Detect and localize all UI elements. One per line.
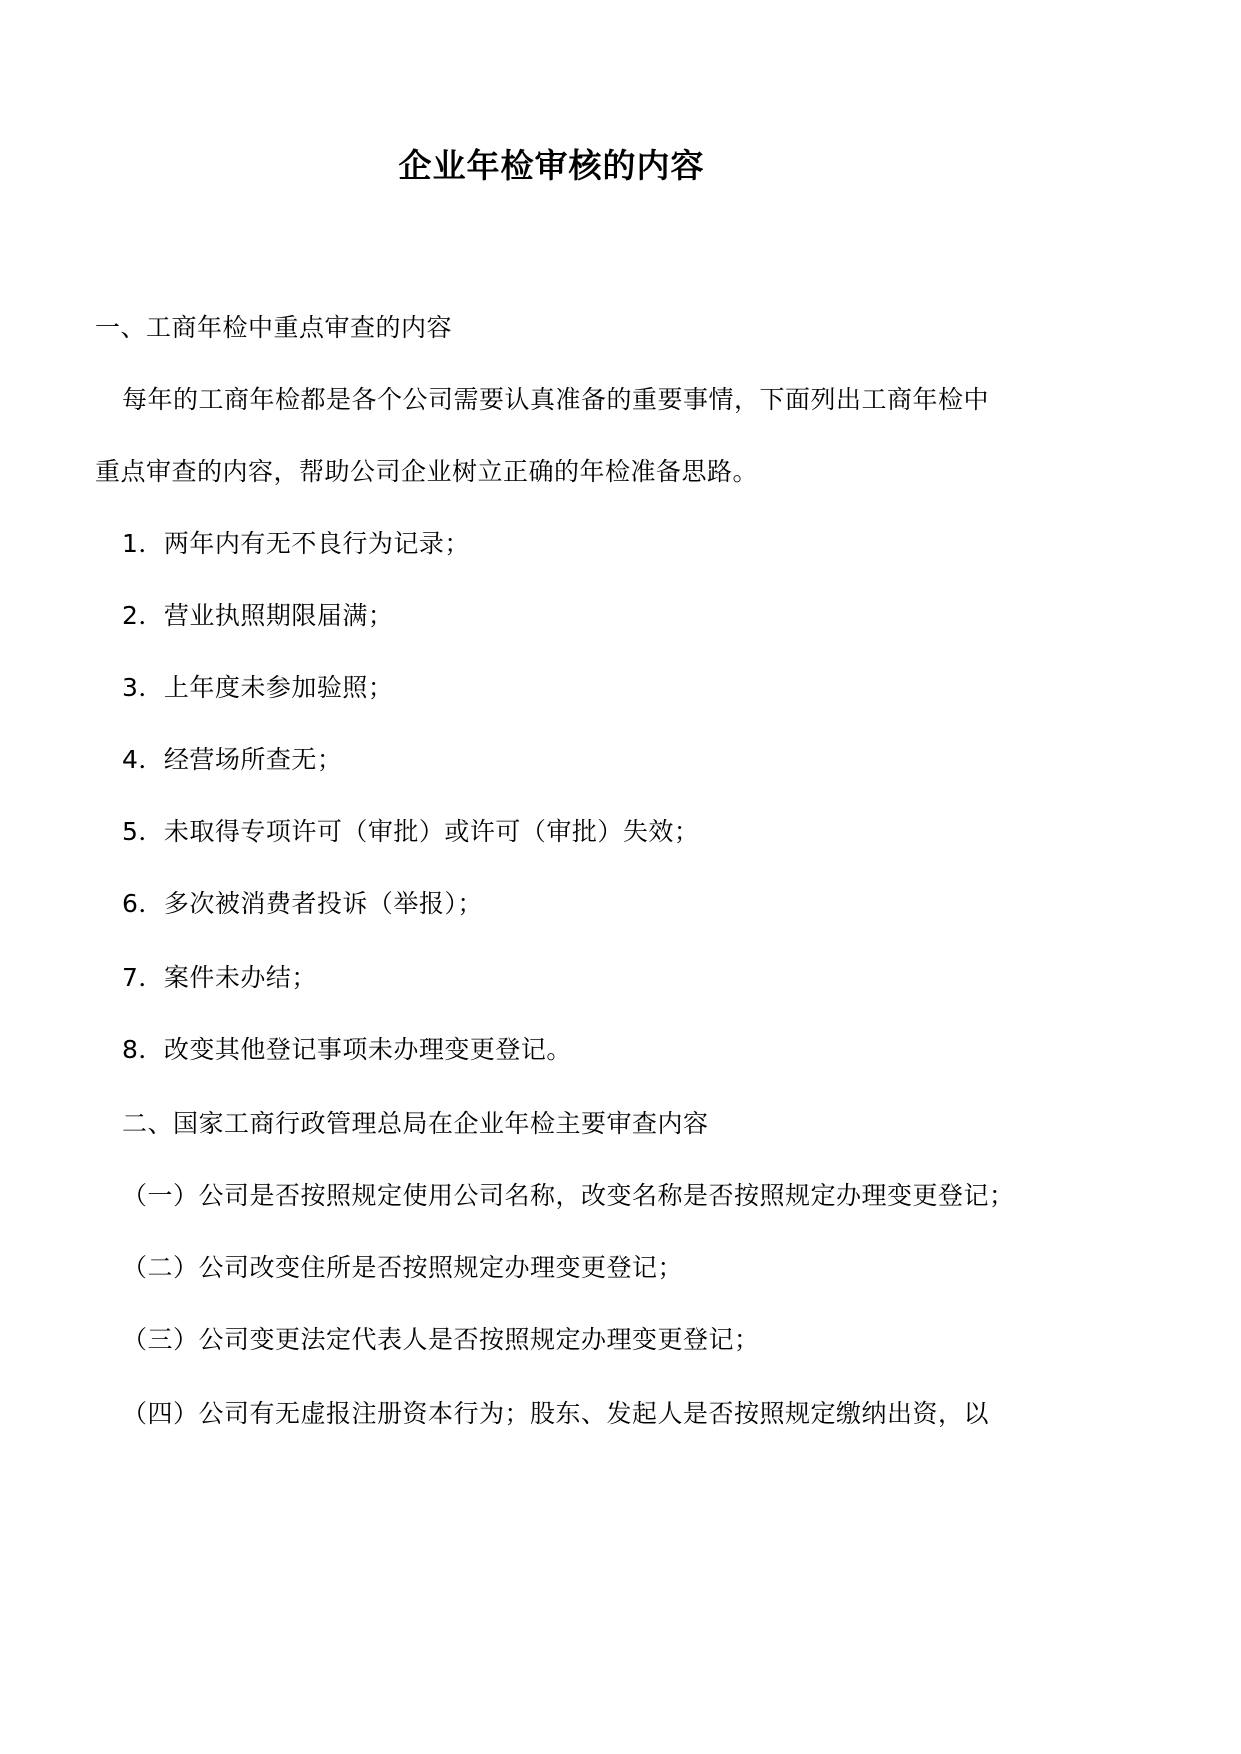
sub-item-2: （二）公司改变住所是否按照规定办理变更登记；	[122, 1253, 684, 1282]
list-item-5: 5．未取得专项许可（审批）或许可（审批）失效；	[122, 817, 700, 846]
sub-item-3: （三）公司变更法定代表人是否按照规定办理变更登记；	[122, 1325, 760, 1354]
list-item-1: 1．两年内有无不良行为记录；	[122, 529, 470, 558]
list-item-7: 7．案件未办结；	[122, 963, 317, 992]
list-item-3: 3．上年度未参加验照；	[122, 673, 394, 702]
sub-item-4: （四）公司有无虚报注册资本行为；股东、发起人是否按照规定缴纳出资，以	[122, 1399, 990, 1428]
document-title: 企业年检审核的内容	[398, 146, 705, 185]
section-heading-2: 二、国家工商行政管理总局在企业年检主要审查内容	[122, 1109, 709, 1138]
intro-paragraph-line-1: 每年的工商年检都是各个公司需要认真准备的重要事情，下面列出工商年检中	[122, 385, 990, 414]
list-item-6: 6．多次被消费者投诉（举报）；	[122, 889, 483, 918]
list-item-8: 8．改变其他登记事项未办理变更登记。	[122, 1035, 572, 1064]
list-item-4: 4．经营场所查无；	[122, 745, 343, 774]
sub-item-1: （一）公司是否按照规定使用公司名称，改变名称是否按照规定办理变更登记；	[122, 1181, 1015, 1210]
section-heading-1: 一、工商年检中重点审查的内容	[95, 313, 453, 342]
list-item-2: 2．营业执照期限届满；	[122, 601, 394, 630]
intro-paragraph-line-2: 重点审查的内容，帮助公司企业树立正确的年检准备思路。	[95, 457, 759, 486]
